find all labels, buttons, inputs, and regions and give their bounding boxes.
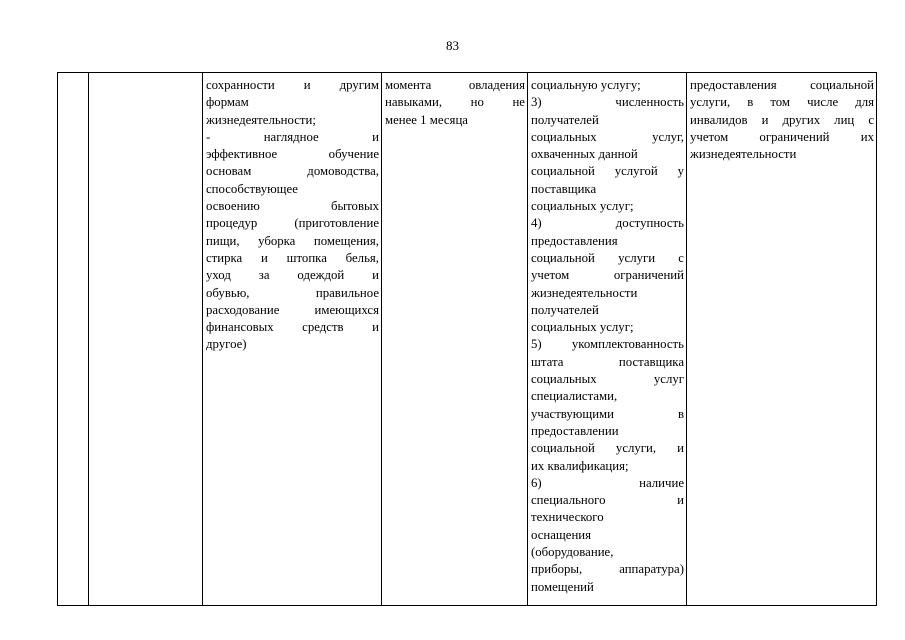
cell-number (58, 73, 89, 606)
text-line: навыками, но не (385, 95, 525, 110)
cell-duration (382, 73, 528, 606)
text-line: предоставления (531, 233, 618, 248)
text-line: эффективное обучение (206, 147, 379, 162)
text-line: формам (206, 95, 249, 110)
text-line: - наглядное и (206, 129, 379, 144)
text-line: социальной услуги, и (531, 441, 684, 456)
text-line: стирка и штопка белья, (206, 250, 379, 265)
text-line: оснащения (531, 527, 592, 542)
text-line: социальных услуг, (531, 129, 684, 144)
text-line: сохранности и другим (206, 78, 379, 92)
text-line: охваченных данной (531, 147, 638, 162)
text-line: помещений (531, 579, 594, 594)
text-line: приборы, аппаратура) (531, 562, 684, 577)
text-line: менее 1 месяца (385, 112, 468, 127)
text-line: социальных услуг; (531, 320, 634, 335)
text-line: предоставлении (531, 423, 619, 438)
text-line: способствующее (206, 181, 298, 196)
text-line: получателей (531, 112, 599, 127)
text-line: участвующими в (531, 406, 684, 421)
text-line: социальной услугой у (531, 164, 684, 179)
text-line: 3) численность (531, 95, 684, 110)
text-line: инвалидов и других лиц с (690, 112, 874, 127)
text-line: социальную услугу; (531, 78, 641, 92)
text-line: специального и (531, 493, 684, 508)
text-line: получателей (531, 302, 599, 317)
text-line: жизнедеятельности (690, 147, 797, 162)
text-line: 6) наличие (531, 475, 684, 490)
cell-service-name (89, 73, 203, 606)
text-line: предоставления социальной (690, 78, 874, 92)
cell-quality-indicators (528, 73, 687, 606)
text-line: учетом ограничений (531, 268, 684, 283)
services-table (57, 72, 877, 606)
text-line: социальных услуг; (531, 199, 634, 214)
text-line: другое) (206, 337, 247, 352)
text-line: финансовых средств и (206, 320, 379, 335)
text-line: обувью, правильное (206, 285, 379, 300)
table-row (58, 73, 877, 606)
text-line: жизнедеятельности; (206, 112, 316, 127)
text-line: социальных услуг (531, 372, 684, 387)
text-line: жизнедеятельности (531, 285, 638, 300)
text-line: освоению бытовых (206, 199, 379, 214)
text-line: их квалификация; (531, 458, 629, 473)
text-line: технического (531, 510, 604, 525)
text-line: основам домоводства, (206, 164, 379, 179)
text-line: (оборудование, (531, 545, 614, 560)
text-line: пищи, уборка помещения, (206, 233, 379, 248)
text-line: расходование имеющихся (206, 302, 379, 317)
cell-description (203, 73, 382, 606)
page-number: 83 (446, 38, 459, 53)
cell-conditions (687, 73, 877, 606)
text-line: социальной услуги с (531, 250, 684, 265)
text-line: 4) доступность (531, 216, 684, 231)
text-line: специалистами, (531, 389, 618, 404)
text-line: уход за одеждой и (206, 268, 379, 283)
text-line: поставщика (531, 181, 597, 196)
text-line: штата поставщика (531, 354, 684, 369)
text-line: учетом ограничений их (690, 129, 874, 144)
text-line: 5) укомплектованность (531, 337, 684, 352)
text-line: момента овладения (385, 78, 525, 92)
text-line: процедур (приготовление (206, 216, 379, 231)
text-line: услуги, в том числе для (690, 95, 874, 110)
